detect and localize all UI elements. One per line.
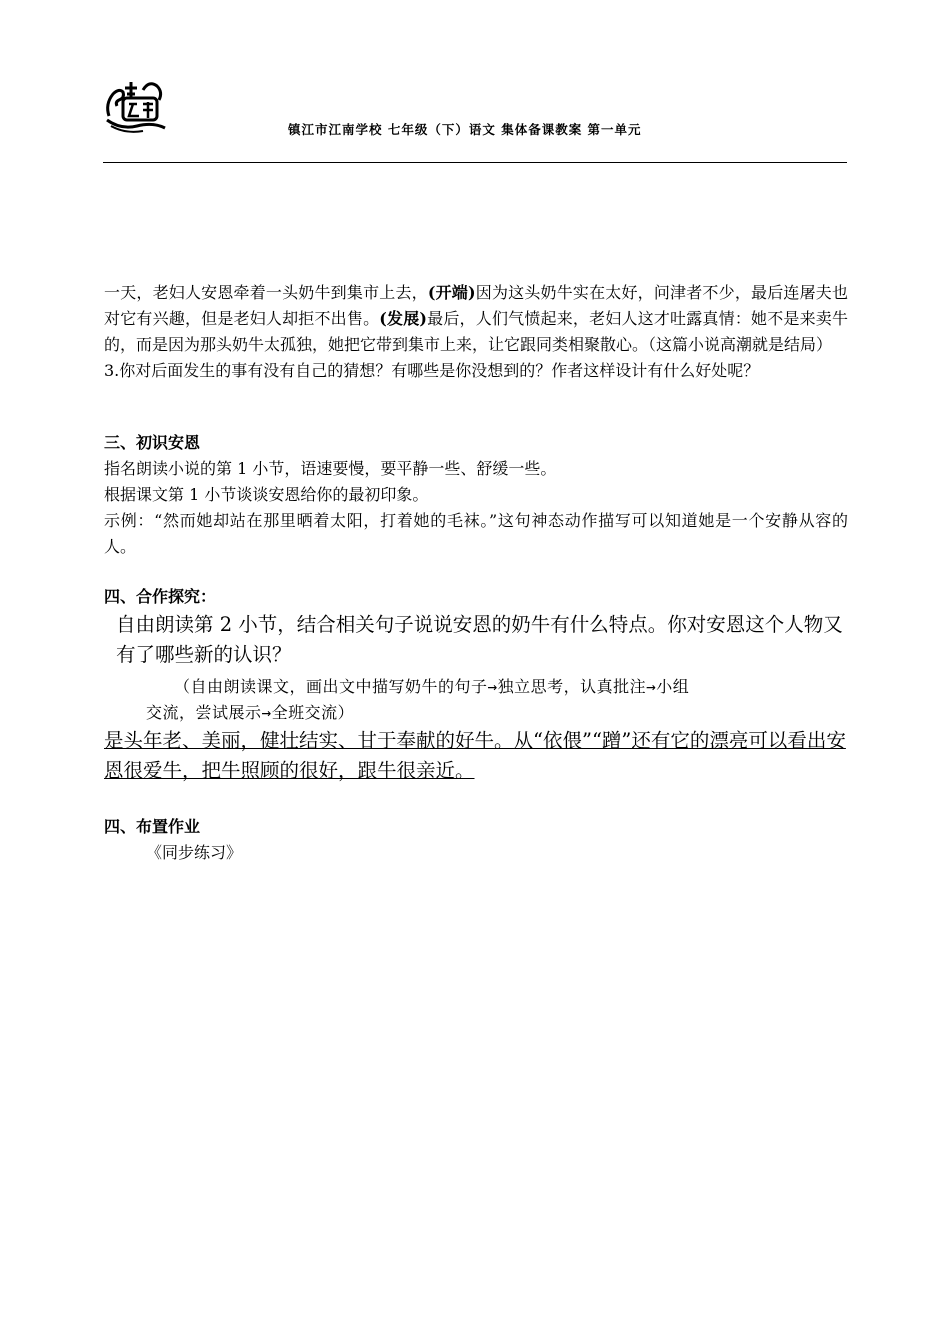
section-3-heading: 三、初识安恩 xyxy=(104,433,201,452)
process-line-2: 交流，尝试展示→全班交流） xyxy=(146,703,355,722)
plot-label-start: (开端) xyxy=(427,283,476,302)
section-3-line-1: 指名朗读小说的第 1 小节，语速要慢，要平静一些、舒缓一些。 xyxy=(104,459,557,478)
header-divider xyxy=(103,162,847,163)
section-4-answer: 是头年老、美丽，健壮结实、甘于奉献的好牛。从“依偎”“蹭”还有它的漂亮可以看出安恩很爱牛，把牛照顾的很好，跟牛很亲近。 xyxy=(104,729,846,782)
plot-summary xyxy=(104,280,848,358)
section-3-example: 示例：“然而她却站在那里晒着太阳，打着她的毛袜。”这句神态动作描写可以知道她是一个安静从容的人。 xyxy=(104,511,848,556)
school-logo-icon xyxy=(103,76,169,134)
plot-part-3: 最后，人们气愤起来，老妇人这才吐露真情：她不是来卖牛的，而是因为那头奶牛太孤独，她把它带到集市上来，让它跟同类相聚散心。（这篇小说高潮就是结局） xyxy=(104,309,848,354)
section-4-task: 自由朗读第 2 小节，结合相关句子说说安恩的奶牛有什么特点。你对安恩这个人物又有了哪些新的认识？ xyxy=(116,613,843,666)
process-line-1: （自由朗读课文，画出文中描写奶牛的句子→独立思考，认真批注→小组 xyxy=(174,677,690,696)
header-title: 镇江市江南学校 七年级（下）语文 集体备课教案 第一单元 xyxy=(288,122,642,137)
section-3-line-2: 根据课文第 1 小节谈谈安恩给你的最初印象。 xyxy=(104,485,429,504)
homework-item: 《同步练习》 xyxy=(146,843,243,862)
plot-part-1: 一天，老妇人安恩牵着一头奶牛到集市上去， xyxy=(104,283,428,302)
section-5-heading: 四、布置作业 xyxy=(104,817,201,836)
document-body xyxy=(104,280,848,866)
section-4-process xyxy=(104,674,848,726)
question-3: 3.你对后面发生的事有没有自己的猜想？有哪些是你没想到的？作者这样设计有什么好处呢？ xyxy=(104,361,760,380)
section-4-heading: 四、合作探究： xyxy=(104,587,217,606)
plot-part-2: 因为这头奶牛实在太好，问津者不少，最后连屠夫也对它有兴趣，但是老妇人却拒不出售。 xyxy=(104,283,848,328)
plot-label-development: (发展) xyxy=(379,309,427,328)
